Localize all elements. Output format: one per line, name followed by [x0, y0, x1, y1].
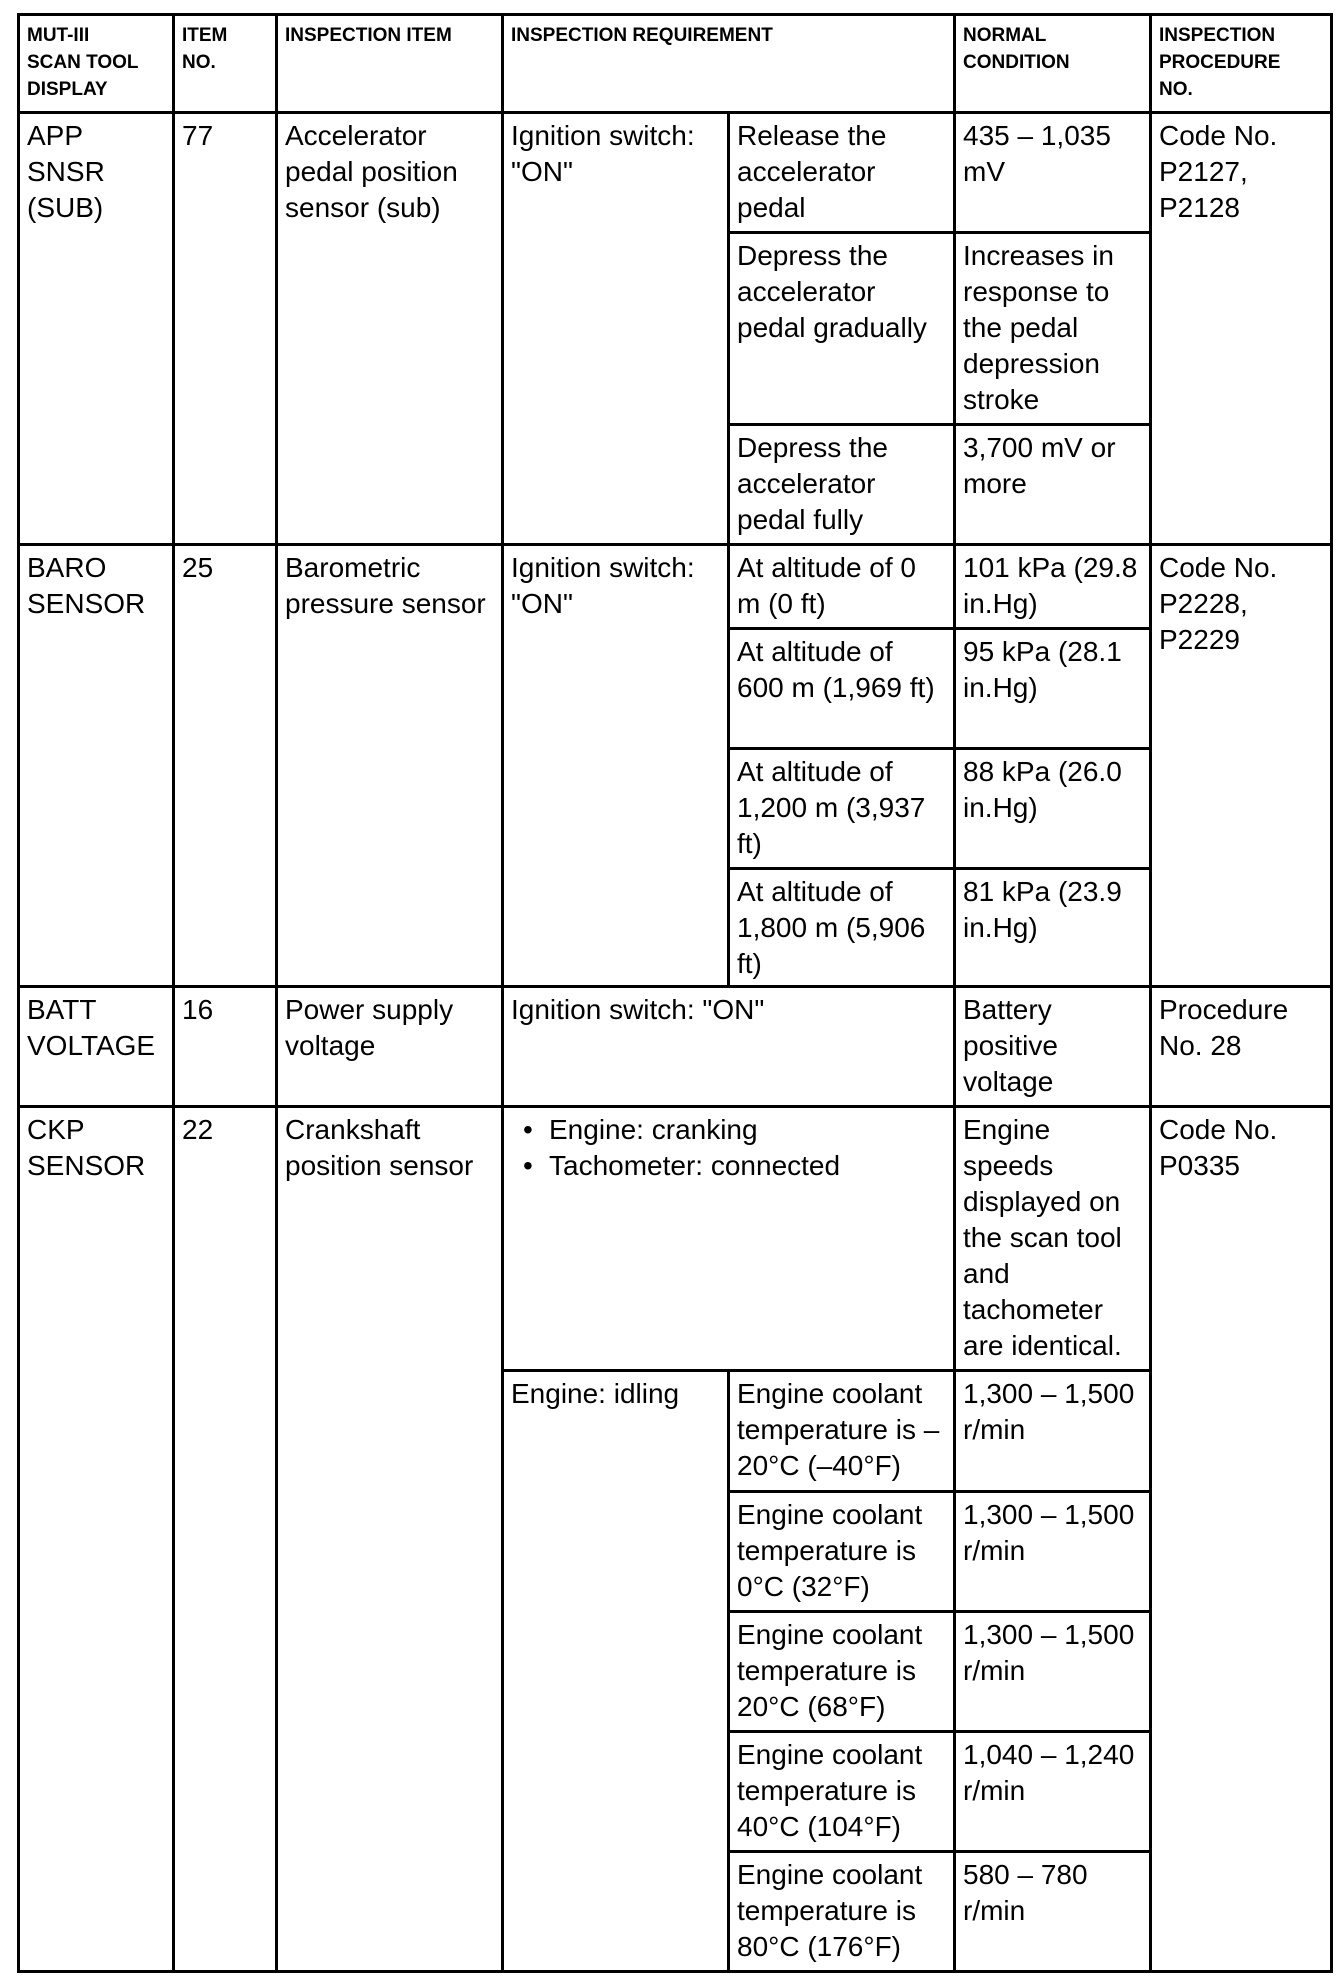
condition-requirement-cell: Engine coolant temperature is 40°C (104°F) — [729, 1732, 955, 1852]
normal-cell: Engine speeds displayed on the scan tool and tachometer are identical. — [955, 1107, 1151, 1371]
item-cell: Accelerator pedal position sensor (sub) — [277, 113, 503, 545]
normal-cell: 88 kPa (26.0 in.Hg) — [955, 749, 1151, 869]
normal-cell: 435 – 1,035 mV — [955, 113, 1151, 233]
condition-requirement-cell: Release the accelerator pedal — [729, 113, 955, 233]
normal-cell: 95 kPa (28.1 in.Hg) — [955, 629, 1151, 749]
normal-cell: 1,300 – 1,500 r/min — [955, 1612, 1151, 1732]
condition-requirement-cell: At altitude of 0 m (0 ft) — [729, 545, 955, 629]
requirement-cell: Ignition switch: "ON" — [503, 113, 729, 545]
normal-cell: 81 kPa (23.9 in.Hg) — [955, 869, 1151, 987]
inspection-table — [17, 13, 1333, 1973]
condition-requirement-cell: At altitude of 1,800 m (5,906 ft) — [729, 869, 955, 987]
condition-requirement-cell: At altitude of 600 m (1,969 ft) — [729, 629, 955, 749]
header-procedure: INSPECTION PROCEDURE NO. — [1151, 15, 1332, 113]
display-cell: BARO SENSOR — [19, 545, 174, 987]
header-requirement: INSPECTION REQUIREMENT — [503, 15, 955, 113]
procedure-cell: Code No. P0335 — [1151, 1107, 1332, 1972]
item-cell: Power supply voltage — [277, 987, 503, 1107]
requirement-cell: Ignition switch: "ON" — [503, 545, 729, 987]
normal-cell: 1,300 – 1,500 r/min — [955, 1492, 1151, 1612]
item-cell: Crankshaft position sensor — [277, 1107, 503, 1972]
condition-requirement-cell: At altitude of 1,200 m (3,937 ft) — [729, 749, 955, 869]
item-no-cell: 25 — [174, 545, 277, 987]
condition-requirement-cell: Depress the accelerator pedal fully — [729, 425, 955, 545]
item-no-cell: 22 — [174, 1107, 277, 1972]
display-cell: BATT VOLTAGE — [19, 987, 174, 1107]
normal-cell: 1,040 – 1,240 r/min — [955, 1732, 1151, 1852]
normal-cell: Battery positive voltage — [955, 987, 1151, 1107]
requirement-cell: Ignition switch: "ON" — [503, 987, 955, 1107]
condition-requirement-cell: Engine coolant temperature is 80°C (176°F) — [729, 1852, 955, 1972]
requirement-bullets — [511, 1112, 946, 1184]
condition-requirement-cell: Engine coolant temperature is 0°C (32°F) — [729, 1492, 955, 1612]
header-display: MUT-III SCAN TOOL DISPLAY — [19, 15, 174, 113]
normal-cell: Increases in response to the pedal depression stroke — [955, 233, 1151, 425]
header-item: INSPECTION ITEM — [277, 15, 503, 113]
normal-cell: 580 – 780 r/min — [955, 1852, 1151, 1972]
procedure-cell: Procedure No. 28 — [1151, 987, 1332, 1107]
table-row — [19, 987, 1332, 1107]
display-cell: CKP SENSOR — [19, 1107, 174, 1972]
normal-cell: 1,300 – 1,500 r/min — [955, 1371, 1151, 1492]
table-row — [19, 1107, 1332, 1371]
requirement-cell — [503, 1107, 955, 1371]
requirement-cell: Engine: idling — [503, 1371, 729, 1972]
procedure-cell: Code No. P2228, P2229 — [1151, 545, 1332, 987]
procedure-cell: Code No. P2127, P2128 — [1151, 113, 1332, 545]
condition-requirement-cell: Depress the accelerator pedal gradually — [729, 233, 955, 425]
header-item-no: ITEM NO. — [174, 15, 277, 113]
normal-cell: 3,700 mV or more — [955, 425, 1151, 545]
item-no-cell: 16 — [174, 987, 277, 1107]
table-row — [19, 545, 1332, 629]
condition-requirement-cell: Engine coolant temperature is 20°C (68°F) — [729, 1612, 955, 1732]
item-no-cell: 77 — [174, 113, 277, 545]
header-row — [19, 15, 1332, 113]
list-item: • Engine: cranking — [523, 1112, 946, 1148]
item-cell: Barometric pressure sensor — [277, 545, 503, 987]
header-normal: NORMAL CONDITION — [955, 15, 1151, 113]
normal-cell: 101 kPa (29.8 in.Hg) — [955, 545, 1151, 629]
list-item: • Tachometer: connected — [523, 1148, 946, 1184]
table-row — [19, 113, 1332, 233]
inspection-table-sheet — [17, 13, 1330, 1970]
condition-requirement-cell: Engine coolant temperature is –20°C (–40°F) — [729, 1371, 955, 1492]
display-cell: APP SNSR (SUB) — [19, 113, 174, 545]
